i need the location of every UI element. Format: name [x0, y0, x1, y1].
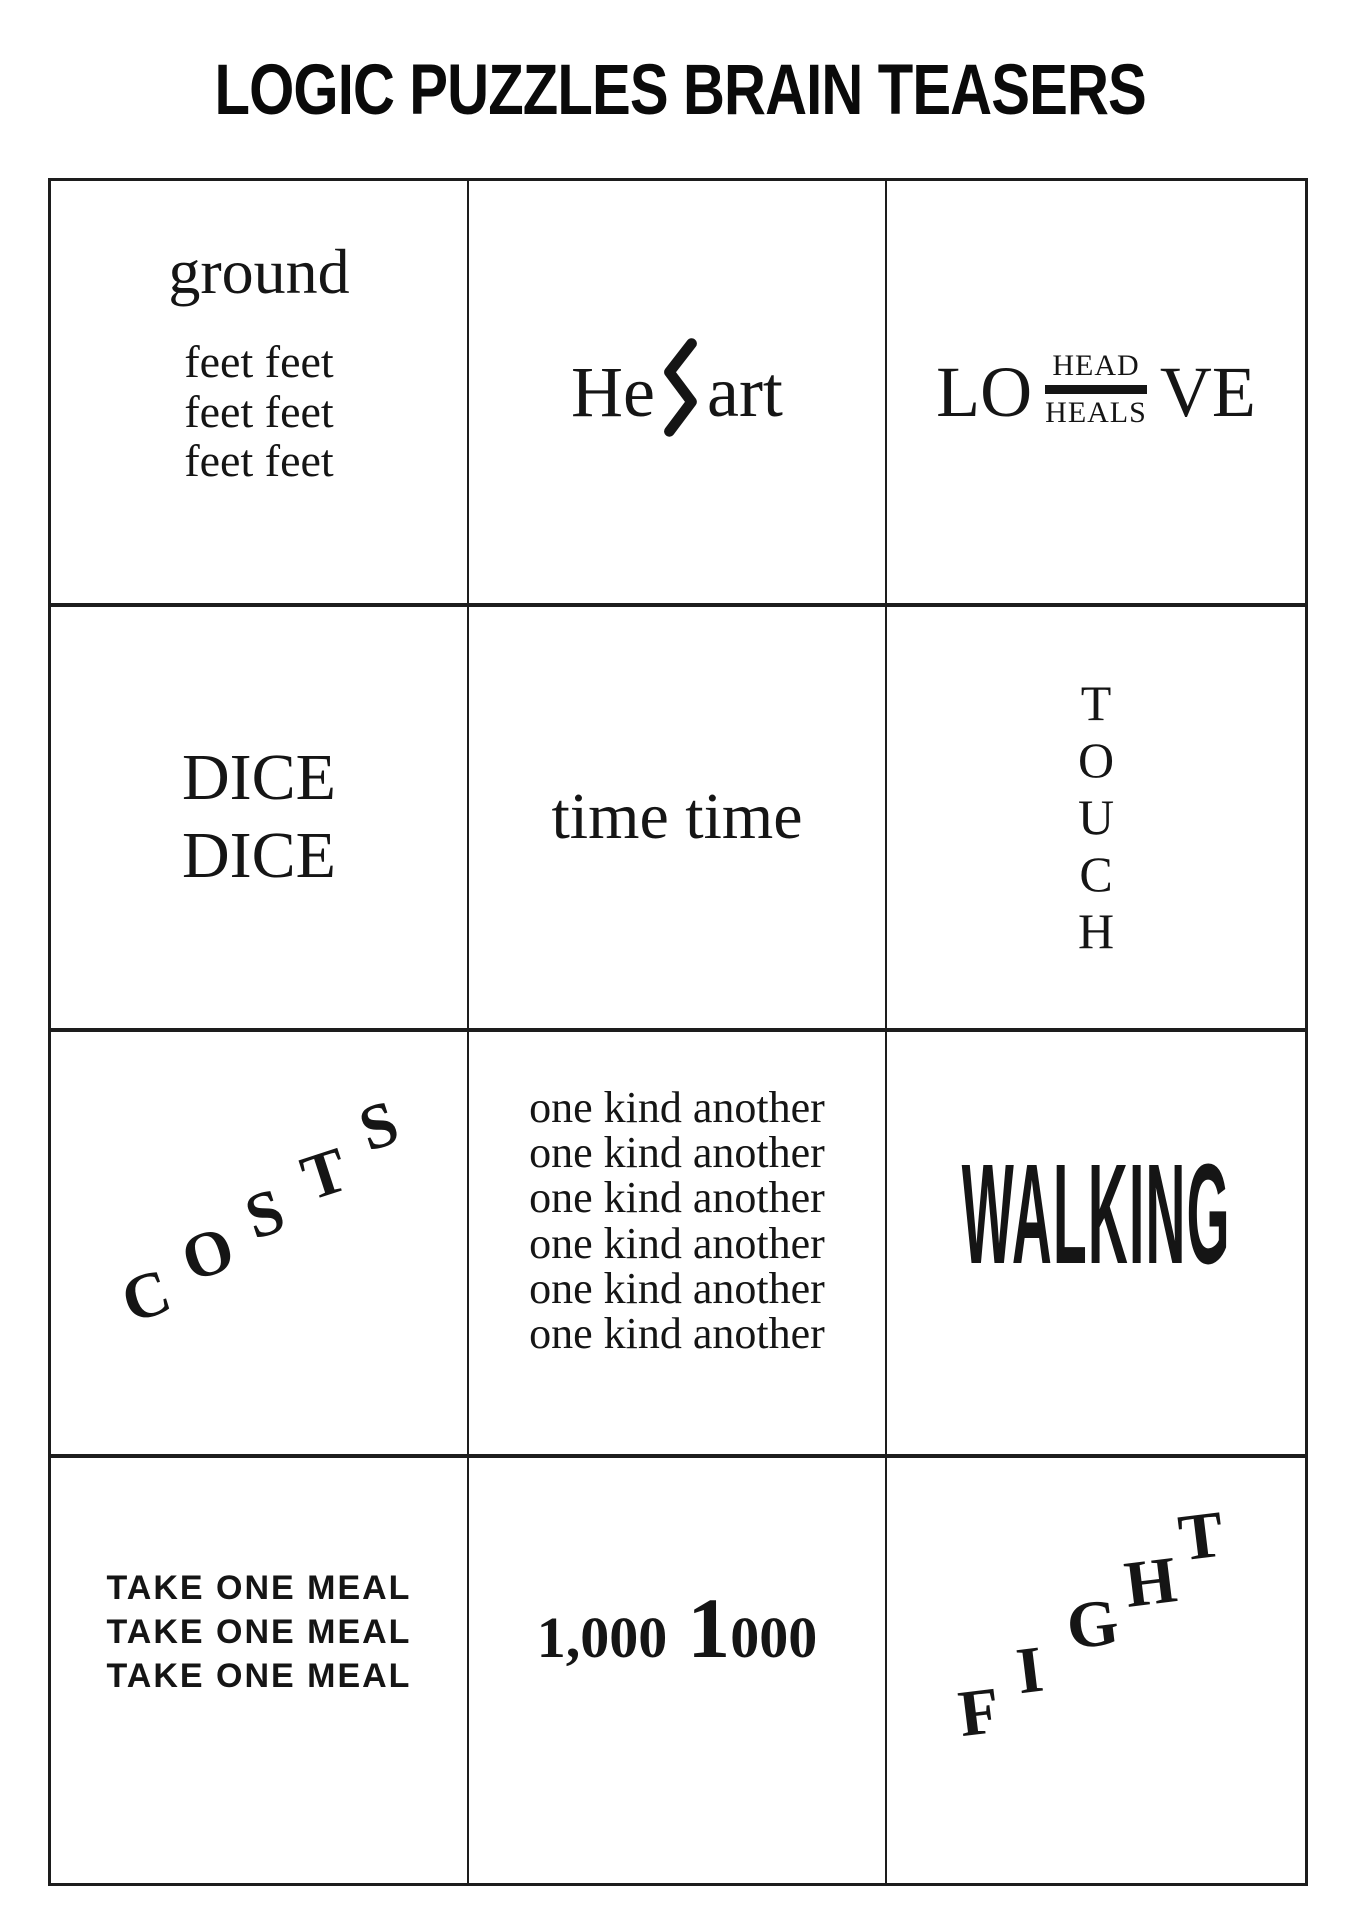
zigzag-break-icon: [663, 338, 699, 438]
puzzle-cell-walking: [887, 1032, 1305, 1458]
kind-line: one kind another: [529, 1173, 825, 1223]
heart-left-text: He: [571, 351, 655, 432]
love-row: [936, 349, 1256, 432]
time-time-text: time time: [551, 780, 803, 854]
head-over-heals-fraction: [1045, 351, 1147, 428]
costs-letter: S: [350, 1086, 407, 1165]
walking-text: WALKING: [961, 1135, 1231, 1294]
touch-letter: H: [1077, 902, 1115, 959]
costs-letter: O: [173, 1212, 243, 1295]
ground-word: ground: [168, 236, 350, 307]
feet-line: feet feet: [184, 434, 334, 486]
dice-block: [182, 739, 336, 895]
fight-letter: T: [1174, 1497, 1228, 1575]
fight-letter: I: [1012, 1632, 1047, 1708]
thousand-zeros: 000: [730, 1605, 818, 1671]
puzzle-cell-broken-heart: [469, 181, 887, 607]
thousand-big-one: 1: [687, 1580, 731, 1677]
puzzle-cell-thousand: [469, 1458, 887, 1884]
fight-letter: F: [954, 1673, 1004, 1751]
meal-line: TAKE ONE MEAL: [106, 1568, 412, 1607]
broken-heart-row: [571, 342, 783, 442]
love-right-text: VE: [1159, 351, 1256, 432]
puzzle-cell-dice-dice: [51, 607, 469, 1033]
puzzle-cell-one-kind-another: [469, 1032, 887, 1458]
fraction-numerator: HEAD: [1052, 349, 1140, 383]
feet-line: feet feet: [184, 336, 334, 388]
meal-line: TAKE ONE MEAL: [106, 1613, 412, 1652]
fight-letter: H: [1120, 1542, 1181, 1622]
kind-line: one kind another: [529, 1264, 825, 1314]
touch-letter: O: [1077, 731, 1115, 788]
kind-lines: [529, 1082, 825, 1359]
kind-line: one kind another: [529, 1082, 825, 1132]
touch-letter: T: [1080, 674, 1112, 731]
feet-lines: [184, 337, 333, 485]
kind-line: one kind another: [529, 1218, 825, 1268]
puzzle-cell-touch-down: [887, 607, 1305, 1033]
kind-line: one kind another: [529, 1309, 825, 1359]
puzzle-cell-take-one-meal: [51, 1458, 469, 1884]
touch-letter: C: [1079, 845, 1113, 902]
touch-letter-stack: [1078, 675, 1114, 960]
kind-line: one kind another: [529, 1128, 825, 1178]
costs-letter: T: [292, 1133, 356, 1214]
costs-letter: S: [236, 1174, 293, 1253]
thousand-row: [536, 1580, 818, 1677]
thousand-with-comma: 1,000: [536, 1605, 668, 1671]
puzzle-cell-time-time: [469, 607, 887, 1033]
heart-right-text: art: [707, 351, 783, 432]
puzzle-grid: [48, 178, 1308, 1886]
meal-lines: [107, 1566, 412, 1699]
feet-line: feet feet: [184, 385, 334, 437]
touch-letter: U: [1077, 788, 1115, 845]
fraction-denominator: HEALS: [1045, 396, 1147, 430]
dice-line: DICE: [182, 741, 336, 815]
puzzle-cell-fight: [887, 1458, 1305, 1884]
love-left-text: LO: [936, 351, 1033, 432]
costs-letter: C: [113, 1254, 179, 1337]
title-area: [0, 0, 1361, 130]
fraction-bar: [1045, 385, 1147, 394]
dice-line: DICE: [182, 819, 336, 893]
puzzle-cell-rising-costs: [51, 1032, 469, 1458]
page-title: LOGIC PUZZLES BRAIN TEASERS: [214, 49, 1147, 129]
fight-letter: G: [1062, 1584, 1123, 1664]
puzzle-cell-head-over-heals: [887, 181, 1305, 607]
meal-line: TAKE ONE MEAL: [106, 1657, 412, 1696]
puzzle-cell-ground-feet: [51, 181, 469, 607]
